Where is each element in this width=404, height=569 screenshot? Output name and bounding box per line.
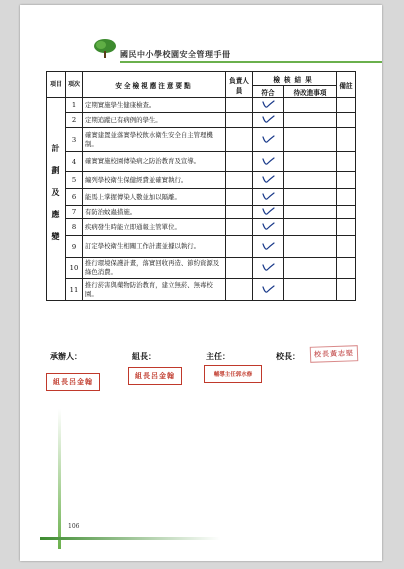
header-note: 備註 xyxy=(337,72,356,98)
row-number: 2 xyxy=(66,113,83,128)
row-number: 1 xyxy=(66,98,83,113)
todo-cell xyxy=(284,128,337,152)
row-description: 推行環境保護計畫，落實回收再造、節約資源及綠色消費。 xyxy=(83,258,226,279)
principal-label: 校長： xyxy=(276,351,300,361)
header-todo: 待改進事項 xyxy=(284,86,337,98)
table-row xyxy=(47,113,356,128)
compliance-cell xyxy=(253,206,284,219)
note-cell xyxy=(337,219,356,236)
page-number: 106 xyxy=(68,523,80,530)
checkmark-icon xyxy=(261,114,275,124)
row-description: 編列學校衛生保健經費並確實執行。 xyxy=(83,172,226,189)
undertaker-seal: 組長呂金翰 xyxy=(46,373,100,391)
safety-checklist-table xyxy=(46,71,356,301)
header-rule xyxy=(120,61,382,63)
checkmark-icon xyxy=(261,134,275,144)
row-number: 10 xyxy=(66,258,83,279)
checkmark-icon xyxy=(261,284,275,294)
compliance-cell xyxy=(253,258,284,279)
table-row xyxy=(47,189,356,206)
row-description: 疾病發生時能立即通報主管單位。 xyxy=(83,219,226,236)
note-cell xyxy=(337,279,356,301)
undertaker-label: 承辦人： xyxy=(50,351,82,361)
owner-cell xyxy=(226,113,253,128)
handbook-title: 國民中小學校園安全管理手冊 xyxy=(120,49,231,59)
table-row xyxy=(47,258,356,279)
todo-cell xyxy=(284,219,337,236)
header-result: 檢核結果 xyxy=(253,72,337,86)
todo-cell xyxy=(284,206,337,219)
row-number: 6 xyxy=(66,189,83,206)
checkmark-icon xyxy=(261,99,275,109)
green-horizontal-rule xyxy=(40,537,220,540)
category-cell xyxy=(47,98,66,301)
header-owner: 負責人員 xyxy=(226,72,253,98)
table-row xyxy=(47,172,356,189)
note-cell xyxy=(337,236,356,258)
director-seal: 輔導主任郭水修 xyxy=(204,365,262,383)
header-points: 安全檢視應注意要點 xyxy=(83,72,226,98)
table-row xyxy=(47,236,356,258)
header-no: 項次 xyxy=(66,72,83,98)
row-number: 7 xyxy=(66,206,83,219)
note-cell xyxy=(337,152,356,172)
table-row xyxy=(47,128,356,152)
row-description: 推行菸害與藥物防治教育，建立無菸、無毒校園。 xyxy=(83,279,226,301)
checkmark-icon xyxy=(261,262,275,272)
owner-cell xyxy=(226,152,253,172)
principal-seal: 校長黃志堅 xyxy=(310,345,359,363)
owner-cell xyxy=(226,236,253,258)
green-vertical-rule xyxy=(58,409,61,549)
todo-cell xyxy=(284,236,337,258)
row-number: 4 xyxy=(66,152,83,172)
compliance-cell xyxy=(253,128,284,152)
owner-cell xyxy=(226,219,253,236)
leader-seal: 組長呂金翰 xyxy=(128,367,182,385)
row-description: 能馬上掌握傳染人數並加以隔離。 xyxy=(83,189,226,206)
checkmark-icon xyxy=(261,174,275,184)
tree-logo-icon xyxy=(92,39,118,59)
header-ok: 符合 xyxy=(253,86,284,98)
row-number: 5 xyxy=(66,172,83,189)
owner-cell xyxy=(226,128,253,152)
todo-cell xyxy=(284,172,337,189)
owner-cell xyxy=(226,189,253,206)
director-label: 主任： xyxy=(206,351,230,361)
row-number: 8 xyxy=(66,219,83,236)
checkmark-icon xyxy=(261,241,275,251)
note-cell xyxy=(337,128,356,152)
compliance-cell xyxy=(253,219,284,236)
compliance-cell xyxy=(253,172,284,189)
checkmark-icon xyxy=(261,156,275,166)
owner-cell xyxy=(226,98,253,113)
checkmark-icon xyxy=(261,206,275,216)
row-description: 訂定學校衛生相關工作計畫並據以執行。 xyxy=(83,236,226,258)
compliance-cell xyxy=(253,113,284,128)
table-row xyxy=(47,206,356,219)
todo-cell xyxy=(284,189,337,206)
table-row xyxy=(47,279,356,301)
compliance-cell xyxy=(253,98,284,113)
category-label: 計劃及應變 xyxy=(51,144,61,254)
owner-cell xyxy=(226,258,253,279)
todo-cell xyxy=(284,152,337,172)
compliance-cell xyxy=(253,152,284,172)
row-number: 3 xyxy=(66,128,83,152)
todo-cell xyxy=(284,98,337,113)
note-cell xyxy=(337,98,356,113)
header-item: 項目 xyxy=(47,72,66,98)
note-cell xyxy=(337,189,356,206)
note-cell xyxy=(337,206,356,219)
owner-cell xyxy=(226,206,253,219)
note-cell xyxy=(337,172,356,189)
row-number: 9 xyxy=(66,236,83,258)
owner-cell xyxy=(226,172,253,189)
table-row xyxy=(47,152,356,172)
row-description: 定期追蹤已有病例的學生。 xyxy=(83,113,226,128)
compliance-cell xyxy=(253,279,284,301)
note-cell xyxy=(337,113,356,128)
compliance-cell xyxy=(253,189,284,206)
todo-cell xyxy=(284,113,337,128)
checklist-body xyxy=(47,98,356,301)
row-description: 確實建置並落實學校飲水衛生安全自主管理機制。 xyxy=(83,128,226,152)
row-description: 定期實施學生健康檢查。 xyxy=(83,98,226,113)
leader-label: 組長： xyxy=(132,351,156,361)
owner-cell xyxy=(226,279,253,301)
row-number: 11 xyxy=(66,279,83,301)
page-header xyxy=(20,49,382,63)
note-cell xyxy=(337,258,356,279)
checkmark-icon xyxy=(261,191,275,201)
document-page xyxy=(20,5,382,561)
row-description: 確實實施校園傳染病之防治教育及宣導。 xyxy=(83,152,226,172)
compliance-cell xyxy=(253,236,284,258)
checkmark-icon xyxy=(261,221,275,231)
table-row xyxy=(47,98,356,113)
todo-cell xyxy=(284,279,337,301)
row-description: 有防治蚊蟲措施。 xyxy=(83,206,226,219)
todo-cell xyxy=(284,258,337,279)
table-row xyxy=(47,219,356,236)
